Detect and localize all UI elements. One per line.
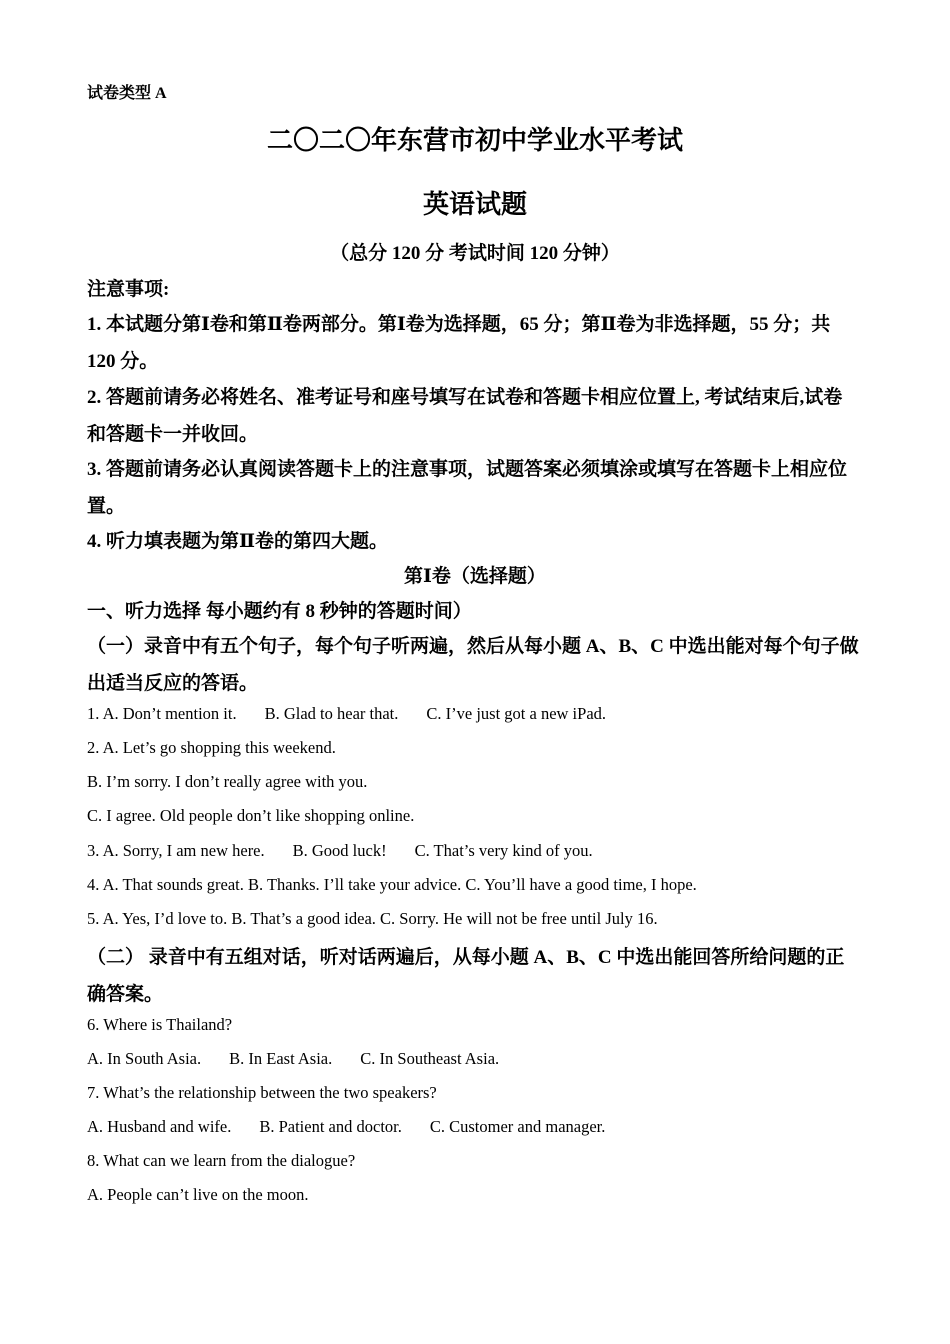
part-2-instruction-line2: 确答案。	[87, 984, 164, 1005]
q6-option-c: C. In Southeast Asia.	[360, 1049, 500, 1068]
paper-type-label: 试卷类型 A	[87, 85, 167, 102]
question-1	[87, 704, 606, 724]
question-5: 5. A. Yes, I’d love to. B. That’s a good idea. C. Sorry. He will not be free until July 16.	[87, 909, 658, 928]
exam-title: 二〇二〇年东营市初中学业水平考试	[266, 126, 683, 155]
q6-option-b: B. In East Asia.	[229, 1049, 333, 1068]
q3-option-a: 3. A. Sorry, I am new here.	[87, 841, 265, 860]
question-7-options	[87, 1117, 605, 1137]
question-6-options	[87, 1049, 499, 1069]
q1-option-a: 1. A. Don’t mention it.	[87, 704, 237, 723]
q8-option-a: A. People can’t live on the moon.	[87, 1185, 309, 1204]
q1-option-c: C. I’ve just got a new iPad.	[426, 704, 607, 723]
notice-item-4: 4. 听力填表题为第Ⅱ卷的第四大题。	[87, 531, 389, 552]
part-2-instruction-line1: （二） 录音中有五组对话，听对话两遍后，从每小题 A、B、C 中选出能回答所给问题的正	[87, 947, 845, 968]
subject-title: 英语试题	[422, 190, 527, 219]
volume-title: 第Ⅰ卷（选择题）	[404, 566, 546, 587]
score-info: （总分 120 分 考试时间 120 分钟）	[330, 243, 620, 264]
q7-stem: 7. What’s the relationship between the two speakers?	[87, 1083, 437, 1102]
q2-option-c: C. I agree. Old people don’t like shopping online.	[87, 806, 415, 825]
q2-option-b: B. I’m sorry. I don’t really agree with you.	[87, 772, 368, 791]
section-1-title: 一、听力选择 每小题约有 8 秒钟的答题时间）	[87, 601, 472, 622]
q8-stem: 8. What can we learn from the dialogue?	[87, 1151, 356, 1170]
q3-option-b: B. Good luck!	[292, 841, 387, 860]
q1-option-b: B. Glad to hear that.	[264, 704, 399, 723]
notice-heading: 注意事项:	[87, 279, 170, 300]
part-1-instruction-line2: 出适当反应的答语。	[87, 673, 259, 694]
question-3	[87, 841, 593, 861]
notice-item-3-line1: 3. 答题前请务必认真阅读答题卡上的注意事项，试题答案必须填涂或填写在答题卡上相应位	[87, 459, 848, 480]
q7-option-b: B. Patient and doctor.	[259, 1117, 402, 1136]
q6-option-a: A. In South Asia.	[87, 1049, 202, 1068]
notice-item-1-line2: 120 分。	[87, 351, 159, 372]
part-1-instruction-line1: （一）录音中有五个句子，每个句子听两遍，然后从每小题 A、B、C 中选出能对每个句子做	[87, 636, 859, 657]
q6-stem: 6. Where is Thailand?	[87, 1015, 233, 1034]
q7-option-c: C. Customer and manager.	[429, 1117, 606, 1136]
notice-item-2-line1: 2. 答题前请务必将姓名、准考证号和座号填写在试卷和答题卡相应位置上, 考试结束后,试卷	[87, 387, 843, 408]
q2-option-a: 2. A. Let’s go shopping this weekend.	[87, 738, 336, 757]
q3-option-c: C. That’s very kind of you.	[414, 841, 593, 860]
notice-item-1-line1: 1. 本试题分第Ⅰ卷和第Ⅱ卷两部分。第Ⅰ卷为选择题，65 分；第Ⅱ卷为非选择题，55 分；共	[87, 314, 831, 335]
notice-item-3-line2: 置。	[87, 496, 126, 517]
question-4: 4. A. That sounds great. B. Thanks. I’ll take your advice. C. You’ll have a good time, I hope.	[87, 875, 697, 894]
q7-option-a: A. Husband and wife.	[87, 1117, 232, 1136]
notice-item-2-line2: 和答题卡一并收回。	[87, 424, 259, 445]
